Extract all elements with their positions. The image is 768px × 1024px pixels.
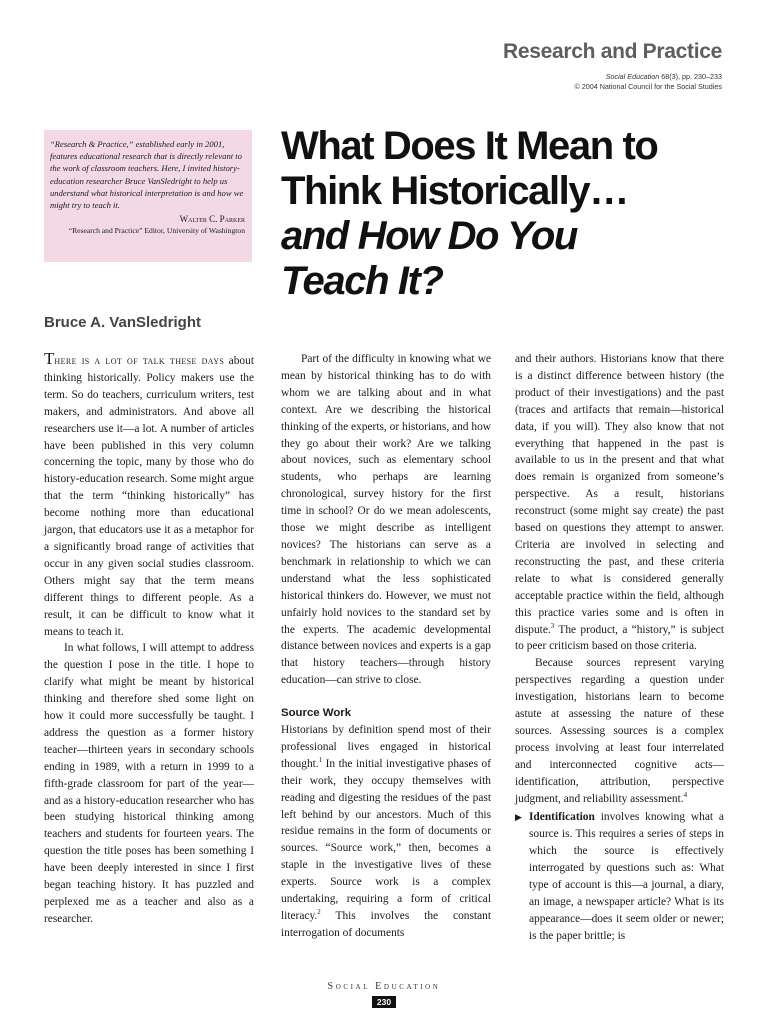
footnote-ref: 4 [683, 790, 688, 799]
title-line-4: Teach It? [281, 259, 443, 303]
bullet-body: involves knowing what a source is. This requires a series of steps in which the source is effectively interrogated by questions such as: What type of account is this—a journal, a diary, an image, a newspaper article? What is its appearance—does it seem older or newer; is the paper brittle; is [529, 811, 724, 942]
article-title [281, 124, 741, 304]
paragraph-text: In the initial investigative phases of their work, they occupy themselves with reading and digesting the residues of the past left behind by our ancestors. Much of this residue remains in the form of documents or sources. “Source work,” then, becomes a staple in the investigative lives of these experts. Source work is a complex undertaking, requiring a form of critical literacy. [281, 757, 491, 922]
author-byline: Bruce A. VanSledright [44, 314, 201, 331]
paragraph [281, 722, 491, 942]
footnote-ref: 3 [550, 621, 555, 630]
title-line-3: and How Do You [281, 214, 577, 258]
drop-cap: T [44, 349, 55, 368]
section-title: Research and Practice [503, 40, 722, 63]
page-number: 230 [372, 996, 396, 1008]
paragraph [515, 351, 724, 655]
copyright-line: © 2004 National Council for the Social Studies [574, 82, 722, 91]
paragraph-text: about thinking historically. Policy makers use the term. So do teachers, curriculum writers, test makers, and administrators. And above all researchers use it—a lot. A number of articles have been published in this very column concerning the topic, many by those who do history-education research. Some might argue that the term “thinking historically” has become nothing more than educational jargon, that educators use it as a metaphor for a significantly broad range of activities that occur in any given social studies classroom. Others might say that the term means different things to different people. As a result, it can be difficult to know what it means to teach it. [44, 355, 254, 638]
paragraph-text: Because sources represent varying perspectives regarding a question under investigation, historians learn to become astute at assessing the nature of these sources. Assessing sources is a complex process involving at least four interrelated and interconnected cognitive acts—identification, attribution, perspective judgment, and reliability assessment. [515, 657, 724, 805]
citation-issue: 68(3), pp. 230–233 [659, 72, 722, 81]
paragraph-text: Historians by definition spend most of their professional lives engaged in historical thought. [281, 724, 491, 770]
bullet-item [515, 809, 724, 944]
text-column-2 [281, 351, 491, 942]
citation-line [574, 72, 722, 82]
bullet-text [529, 809, 724, 944]
bullet-term: Identification [529, 811, 595, 824]
paragraph [44, 351, 254, 640]
lead-in: here is a lot of talk these days [54, 355, 225, 367]
triangle-bullet-icon: ▶ [515, 812, 522, 823]
paragraph-text: The product, a “history,” is subject to peer criticism based on those criteria. [515, 623, 724, 653]
paragraph-text: and their authors. Historians know that there is a distinct difference between history (the product of their investigations) and the past (traces and artifacts that remain—historical data, if you will). They also know that not everything that happened in the past is available to us in the present and that what does remain is organized from someone’s perspective. As a result, historians reconstruct (some might say create) the past based on questions they attempt to answer. Criteria are involved in selecting and reconstructing the past, and these criteria relate to what is considered generally acceptable practice within the field, although this practice varies some and is often in dispute. [515, 353, 724, 636]
paragraph: Part of the difficulty in knowing what we mean by historical thinking has to do with whom we are talking about and in what context. Are we describing the historical thinking of the experts, or historians, and how they go about their work? Are we talking about novices, such as elementary school students, who perhaps are learning chronological, survey history for the first time in school? Or do we mean adolescents, those we might describe as intelligent novices? The historians can serve as a benchmark in relationship to which we can understand what the less sophisticated historical thinkers do. However, we must not unfairly hold novices to the standard set by the experts. The academic developmental distance between novices and experts is a gap that history teachers—through history education—can strive to close. [281, 353, 491, 687]
footnote-ref: 2 [317, 908, 321, 917]
title-line-1: What Does It Mean to [281, 124, 658, 168]
footer-journal-name: Social Education [327, 981, 441, 992]
citation [574, 72, 722, 92]
editor-signature-role: “Research and Practice” Editor, University of Washington [68, 226, 245, 236]
title-line-2: Think Historically… [281, 169, 628, 213]
text-column-1 [44, 351, 254, 928]
editor-note-text: “Research & Practice,” established early in 2001, features educational research that is directly relevant to the work of classroom teachers. Here, I invited history-education researcher Bruce VanSledright to help us understand what historical interpretation is and how we might try to teach it. [50, 139, 244, 211]
subheading-source-work: Source Work [281, 707, 352, 720]
text-column-3 [515, 351, 724, 945]
citation-journal: Social Education [605, 72, 660, 81]
editor-signature-name: Walter C. Parker [179, 214, 245, 225]
paragraph-text: This involves the constant interrogation of documents [281, 910, 491, 939]
paragraph [515, 655, 724, 807]
paragraph: In what follows, I will attempt to address the question I pose in the title. I hope to clarify what might be meant by historical thinking and therefore shed some light on how it could more successfully be taught. I address the question as a former history teacher—thirteen years in secondary schools ending in 1989, with a return in 1999 to a fifth-grade classroom for part of the year—and as a history-education researcher who has been studying historical thinking among teachers and students for fourteen years. The question the title poses has been something I have been deeply interested in since I first began teaching history. It has puzzled and perplexed me as a teacher and also as a researcher. [44, 642, 254, 925]
editor-note-box [44, 130, 252, 262]
footnote-ref: 1 [318, 756, 323, 765]
